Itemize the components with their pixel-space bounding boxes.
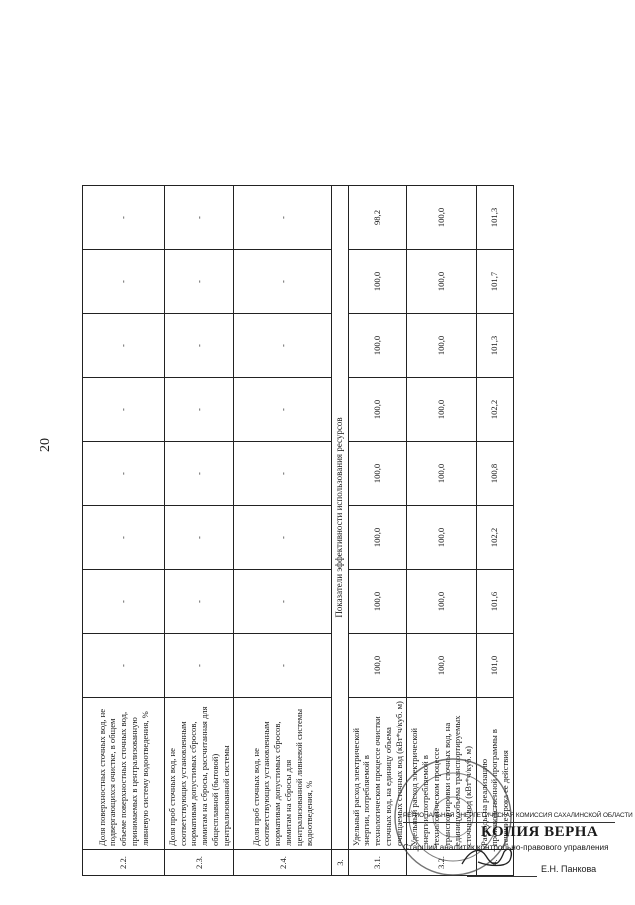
cell-value: 101,3	[476, 314, 513, 378]
stamp-title: КОПИЯ ВЕРНА	[481, 824, 599, 840]
stamp-divider	[403, 822, 615, 823]
cell-value: 100,0	[407, 186, 476, 250]
cell-value: -	[165, 442, 234, 506]
cell-value: -	[83, 442, 165, 506]
cell-value: 101,7	[476, 250, 513, 314]
row-label: Расходы на реализацию производственной программы в течение срока ее действия	[476, 698, 513, 850]
cell-value: 100,0	[348, 314, 407, 378]
cell-value: -	[165, 314, 234, 378]
cell-value: 100,0	[348, 634, 407, 698]
row-label: Доля поверхностных сточных вод, не подвергающихся очистке, в общем объеме поверхностных сточных вод, принимаемых в централизованную ливневую систему водоотведения, %	[83, 698, 165, 850]
table-row	[83, 186, 165, 876]
cell-value: -	[165, 186, 234, 250]
cell-value: 100,0	[407, 378, 476, 442]
stamp-organization: РЕГИОНАЛЬНАЯ ЭНЕРГЕТИЧЕСКАЯ КОМИССИЯ САХАЛИНСКОЙ ОБЛАСТИ	[403, 812, 633, 819]
cell-value: 100,0	[348, 506, 407, 570]
cell-value: 100,8	[476, 442, 513, 506]
cell-value: -	[83, 314, 165, 378]
cell-value: -	[165, 506, 234, 570]
cell-value: 100,0	[407, 506, 476, 570]
section-number: 3.	[332, 850, 348, 876]
cell-value: -	[234, 634, 332, 698]
row-number: 4.	[476, 850, 513, 876]
stamp-signer-name: Е.Н. Панкова	[541, 864, 597, 874]
cell-value: 100,0	[407, 250, 476, 314]
cell-value: -	[234, 314, 332, 378]
row-number: 2.4.	[234, 850, 332, 876]
cell-value: -	[83, 186, 165, 250]
handwritten-signature	[458, 842, 518, 872]
cell-value: 102,2	[476, 506, 513, 570]
cell-value: -	[234, 506, 332, 570]
cell-value: -	[83, 250, 165, 314]
cell-value: -	[83, 378, 165, 442]
cell-value: -	[165, 250, 234, 314]
cell-value: -	[234, 378, 332, 442]
cell-value: 102,2	[476, 378, 513, 442]
cell-value: 101,0	[476, 634, 513, 698]
cell-value: 101,6	[476, 570, 513, 634]
cell-value: -	[234, 186, 332, 250]
cell-value: -	[165, 378, 234, 442]
cell-value: 98,2	[348, 186, 407, 250]
cell-value: 100,0	[407, 314, 476, 378]
cell-value: 101,3	[476, 186, 513, 250]
cell-value: 100,0	[407, 570, 476, 634]
row-number: 2.2.	[83, 850, 165, 876]
cell-value: 100,0	[407, 442, 476, 506]
row-label: Доля проб сточных вод, не соответствующих установленным нормативам допустимых сбросов, лимитам на сбросы, рассчитанная для общесплавной (бытовой) централизованной системы	[165, 698, 234, 850]
row-label: Доля проб сточных вод, не соответствующих установленным нормативам допустимых сбросов, лимитам на сбросы для централизованной ливневой системы водоотведения, %	[234, 698, 332, 850]
table-row	[165, 186, 234, 876]
section-title: Показатели эффективности использования ресурсов	[332, 186, 348, 850]
cell-value: -	[234, 570, 332, 634]
cell-value: 100,0	[348, 250, 407, 314]
cell-value: -	[234, 250, 332, 314]
stamp-position: Старший аналитик контрольно-правового управления	[403, 843, 609, 852]
cell-value: -	[83, 634, 165, 698]
signature-line	[467, 876, 537, 877]
cell-value: 100,0	[348, 378, 407, 442]
page-number: 20	[38, 438, 53, 452]
cell-value: 100,0	[348, 570, 407, 634]
row-number: 3.2.	[407, 850, 476, 876]
cell-value: -	[165, 570, 234, 634]
table-row	[234, 186, 332, 876]
cell-value: -	[234, 442, 332, 506]
row-number: 3.1.	[348, 850, 407, 876]
section-row	[332, 186, 348, 876]
row-label: Удельный расход электрической энергии, потребляемой в технологическом процессе очистки сточных вод, на единицу объема очищаемых сточных вод (кВт*ч/куб. м)	[348, 698, 407, 850]
cell-value: 100,0	[348, 442, 407, 506]
row-number: 2.3.	[165, 850, 234, 876]
row-label: Удельный расход электрической энергии, потребляемой в технологическом процессе транспортировки сточных вод, на единицу объема транспортируемых сточных вод (кВт*ч/куб. м)	[407, 698, 476, 850]
cell-value: -	[165, 634, 234, 698]
cell-value: 100,0	[407, 634, 476, 698]
cell-value: -	[83, 570, 165, 634]
cell-value: -	[83, 506, 165, 570]
